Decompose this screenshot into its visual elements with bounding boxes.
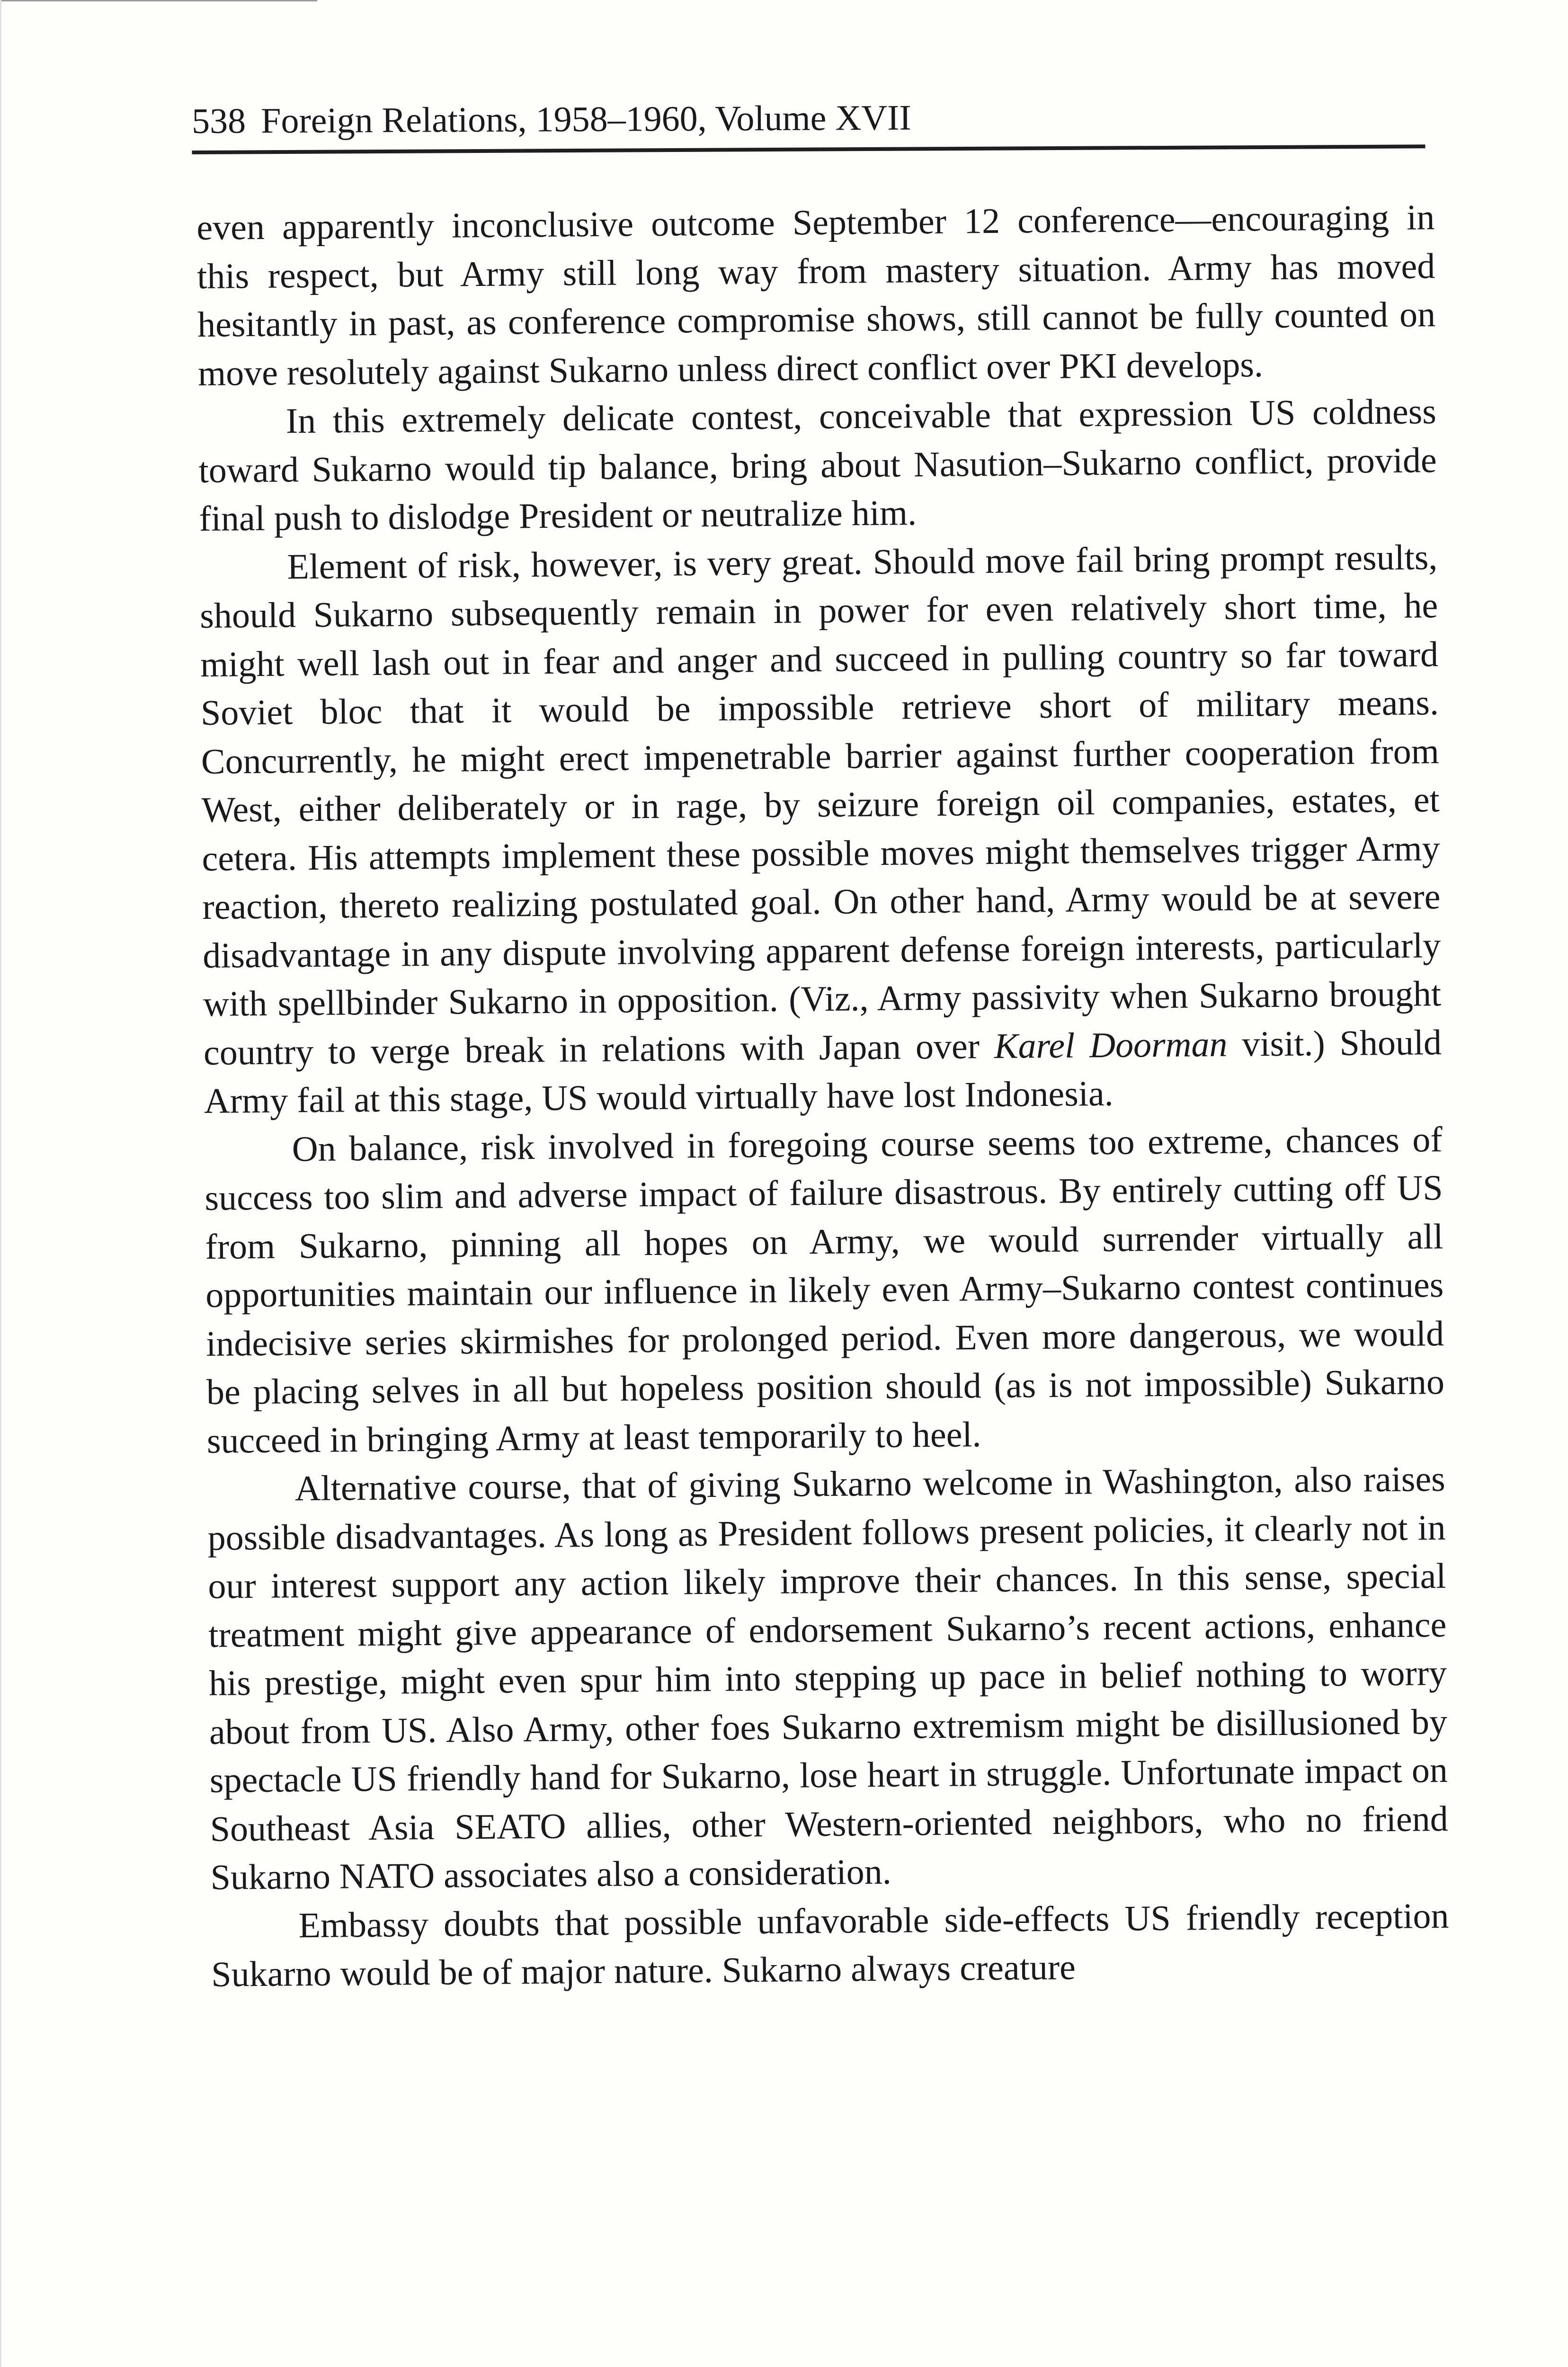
paragraph-on-balance: On balance, risk involved in foregoing course seems too extreme, chances of success too slim and adverse impact of failure disastrous. By entirely cutting off US from Sukarno, pinning all hopes on Army, we would surrender virtually all opportunities maintain our influence in likely even Army–Sukarno contest continues indecisive series skirmishes for prolonged period. Even more dangerous, we would be placing selves in all but hopeless position should (as is not impossible) Sukarno succeed in bringing Army at least temporarily to heel. [205,1119,1445,1461]
header-rule [192,144,1425,154]
paragraph-element-of-risk [199,533,1442,1126]
ship-name-italic: Karel Doorman [994,1024,1228,1066]
paragraph-embassy-doubts: Embassy doubts that possible unfavorable side-effects US friendly reception Sukarno would be of major nature. Sukarno always creature [211,1895,1449,1994]
header-line [192,97,1425,139]
scan-edge-left [0,0,1,2367]
paragraph-continued: even apparently inconclusive outcome September 12 conference—encouraging in this respect, but Army still long way from mastery situation. Army has moved hesitantly in past, as conference compromise shows, still cannot be fully counted on move resolutely against Sukarno unless direct conflict over PKI develops. [196,197,1436,393]
page-number: 538 [191,101,246,141]
paragraph-risk-tail: visit.) Should Army fail at this stage, US would virtually have lost Indonesia. [204,1022,1442,1121]
paragraph-delicate-contest: In this extremely delicate contest, conceivable that expression US coldness toward Sukarno would tip balance, bring about Nasution–Sukarno conflict, provide final push to dislodge President or neutralize him. [198,392,1437,539]
paragraph-risk-text: Element of risk, however, is very great. Should move fail bring prompt results, should Sukarno subsequently remain in power for even relatively short time, he might well lash out in fear and anger and succeed in pulling country so far toward Soviet bloc that it would be impossible retrieve short of military means. Concurrently, he might erect impenetrable barrier against further cooperation from West, either deliberately or in rage, by seizure foreign oil companies, estates, et cetera. His attempts implement these possible moves might themselves trigger Army reaction, thereto realizing postulated goal. On other hand, Army would be at severe disadvantage in any dispute involving apparent defense foreign interests, particularly with spellbinder Sukarno in opposition. (Viz., Army passivity when Sukarno brought country to verge break in relations with Japan over [199,537,1442,1073]
running-title: Foreign Relations, 1958–1960, Volume XVII [260,98,911,141]
paragraph-alternative-course: Alternative course, that of giving Sukarno welcome in Washington, also raises possible disadvantages. As long as President follows present policies, it clearly not in our interest support any action likely improve their chances. In this sense, special treatment might give appearance of endorsement Sukarno’s recent actions, enhance his prestige, might even spur him into stepping up pace in belief nothing to worry about from US. Also Army, other foes Sukarno extremism might be disillusioned by spectacle US friendly hand for Sukarno, lose heart in struggle. Unfortunate impact on Southeast Asia SEATO allies, other Western-oriented neighbors, who no friend Sukarno NATO associates also a consideration. [207,1459,1449,1897]
page-header [192,97,1425,155]
body-text [196,193,1450,1999]
scan-edge-top [0,0,317,1]
